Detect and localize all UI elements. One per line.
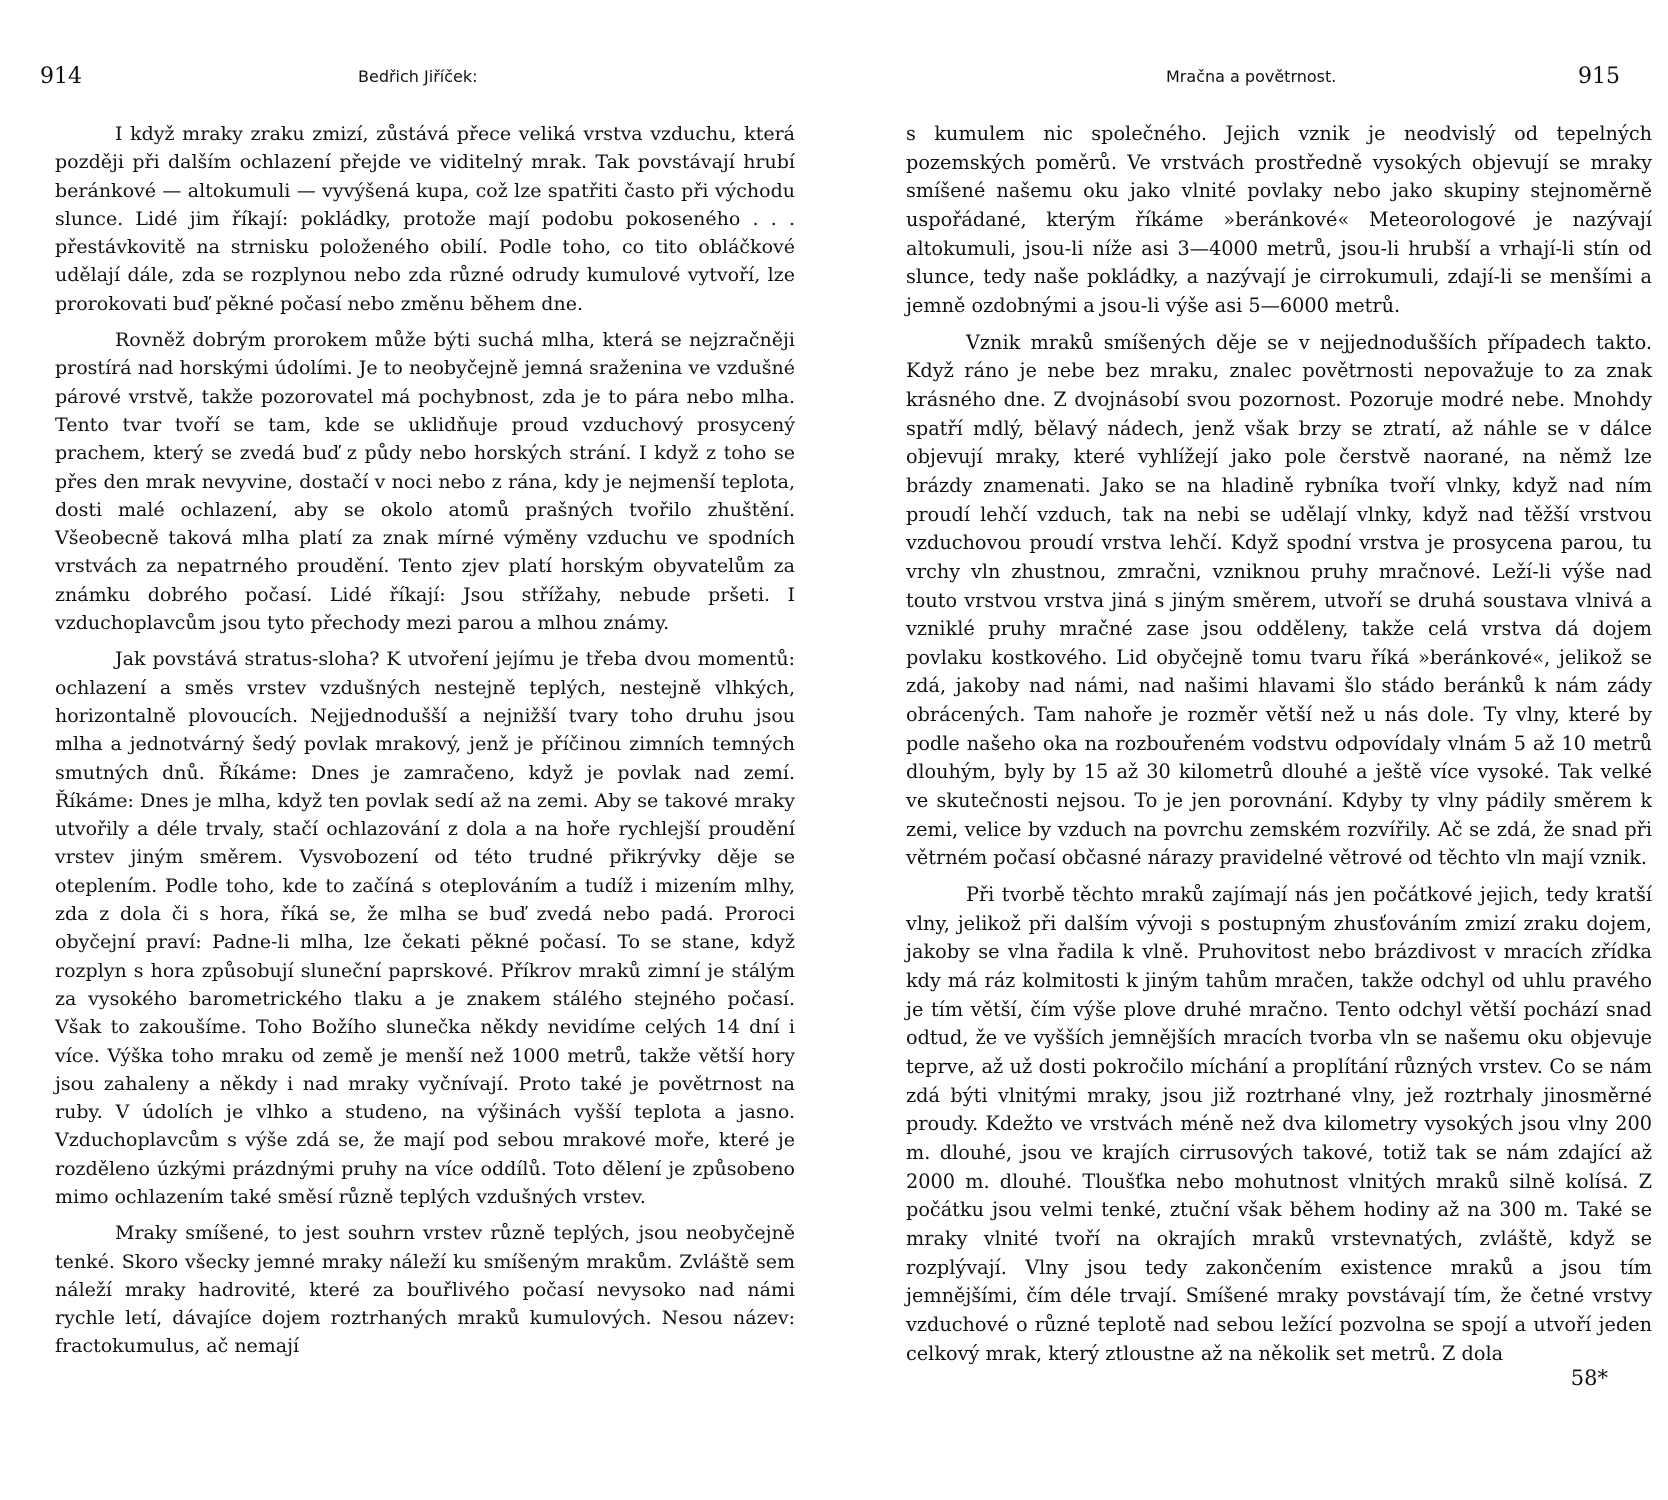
paragraph: Rovněž dobrým prorokem může býti suchá mlha, která se nejzračněji prostírá nad horskými údolími. Je to neobyčejně jemná sraženina ve vzdušné párové vrstvě, takže pozorovatel má pochybnost, zda je to pára nebo mlha. Tento tvar tvoří se tam, kde se uklidňuje proud vzduchový prosycený prachem, který se zvedá buď z půdy nebo horských strání. I když z toho se přes den mrak nevyvine, dostačí v noci nebo z rána, kdy je nejmenší teplota, dosti malé ochlazení, aby se okolo atomů prašných tvořilo zhuštění. Všeobecně taková mlha platí za znak mírné výměny vzduchu ve spodních vrstvách za nepatrného proudění. Tento zjev platí horským obyvatelům za známku dobrého počasí. Lidé říkají: Jsou střížahy, nebude pršeti. I vzduchoplavcům jsou tyto přechody mezi parou a mlhou známy. <box>55 329 795 635</box>
paragraph: s kumulem nic společného. Jejich vznik je neodvislý od tepelných pozemských poměrů. Ve vrstvách prostředně vysokých objevují se mraky smíšené našemu oku jako vlnité povlaky nebo jako skupiny stejnoměrně uspořádané, kterým říkáme »beránkové« Meteorologové je nazývají altokumuli, jsou-li níže asi 3—4000 metrů, jsou-li hrubší a vrhají-li stín od slunce, tedy naše pokládky, a nazývají je cirrokumuli, zdají-li se menšími a jemně ozdobnými a jsou-li výše asi 5—6000 metrů. <box>906 122 1652 317</box>
text-column-left <box>55 120 795 1361</box>
page-number-right: 915 <box>1578 64 1620 89</box>
paragraph: Při tvorbě těchto mraků zajímají nás jen počátkové jejich, tedy kratší vlny, jelikož při dalším vývoji s postupným zhusťováním zmizí zraku dojem, jakoby se vlna řadila k vlně. Pruhovitost nebo brázdivost v mracích zřídka kdy má ráz kolmitosti k jiným tahům mračen, takže odchyl od uhlu pravého je tím větší, čím výše plove druhé mračno. Tento odchyl větší pochází snad odtud, že ve vyšších jemnějších mracích tvorba vln se našemu oku objevuje teprve, až už dosti pokročilo míchání a proplítání různých vrstev. Co se nám zdá býti vlnitými mraky, jsou již roztrhané vlny, jež roztrhaly jinosměrné proudy. Kdežto ve vrstvách méně než dva kilometry vysokých jsou vlny 200 m. dlouhé, jsou ve krajích cirrusových takové, totiž tak se nám zdající až 2000 m. dlouhé. Tloušťka nebo mohutnost vlnitých mraků silně kolísá. Z počátku jsou velmi tenké, ztuční však během hodiny až na 300 m. Také se mraky vlnité tvoří na okrajích mraků vrstevnatých, zvláště, když se rozplývají. Vlny jsou tedy zakončením existence mraků a jsou tím jemnějšími, čím déle trvají. Smíšené mraky povstávají tím, že četné vrstvy vzduchové o různé teplotě nad sebou ležící pozvolna se spojí a utvoří jeden celkový mrak, který ztloustne až na několik set metrů. Z dola <box>906 883 1652 1365</box>
right-page <box>834 0 1668 1500</box>
text-column-right <box>906 120 1652 1368</box>
running-head-right: Mračna a povětrnost. <box>1166 67 1337 86</box>
paragraph: Jak povstává stratus-sloha? K utvoření jejímu je třeba dvou momentů: ochlazení a směs vrstev vzdušných nestejně teplých, nestejně vlhkých, horizontalně plovoucích. Nejjednodušší a nejnižší tvary toho druhu jsou mlha a jednotvárný šedý povlak mrakový, jenž je příčinou zimních temných smutných dnů. Říkáme: Dnes je zamračeno, když je povlak nad zemí. Říkáme: Dnes je mlha, když ten povlak sedí až na zemi. Aby se takové mraky utvořily a déle trvaly, stačí ochlazování z dola a na hoře rychlejší proudění vrstev jiným směrem. Vysvobození od této trudné přikrývky děje se oteplením. Podle toho, kde to začíná s oteplováním a tudíž i mizením mlhy, zda z dola či s hora, říká se, že mlha se buď zvedá nebo padá. Proroci obyčejní praví: Padne-li mlha, lze čekati pěkné počasí. To se stane, když rozplyn s hora způsobují sluneční paprskové. Příkrov mraků zimní je stálým za vysokého barometrického tlaku a je znakem stálého stejného počasí. Však to zakoušíme. Toho Božího slunečka někdy nevidíme celých 14 dní i více. Výška toho mraku od země je menší než 1000 metrů, takže větší hory jsou zahaleny a někdy i nad mraky vyčnívají. Proto také je povětrnost na ruby. V údolích je vlhko a studeno, na výšinách vyšší teplota a jasno. Vzduchoplavcům s výše zdá se, že mají pod sebou mrakové moře, které je rozděleno úzkými prázdnými pruhy na více oddílů. Toto dělení je způsobeno mimo ochlazením také směsí různě teplých vzdušných vrstev. <box>55 648 795 1208</box>
paragraph: I když mraky zraku zmizí, zůstává přece veliká vrstva vzduchu, která později při dalším ochlazení přejde ve viditelný mrak. Tak povstávají hrubí beránkové — altokumuli — vyvýšená kupa, což lze spatřiti často při východu slunce. Lidé jim říkají: pokládky, protože mají podobu pokoseného . . . přestávkovitě na strnisku položeného obilí. Podle toho, co tito obláčkové udělají dále, zda se rozplynou nebo zda různé odrudy kumulové vytvoří, lze prorokovati buď pěkné počasí nebo změnu během dne. <box>55 123 795 315</box>
signature-mark: 58* <box>1570 1366 1608 1390</box>
paragraph: Vznik mraků smíšených děje se v nejjednodušších případech takto. Když ráno je nebe bez mraku, znalec povětrnosti nepovažuje to za znak krásného dne. Z dvojnásobí svou pozornost. Pozoruje modré nebe. Mnohdy spatří mdlý, bělavý nádech, jenž však brzy se ztratí, až náhle se v dálce objevují mraky, které vyhlížejí jako pole čerstvě naorané, na němž lze brázdy znamenati. Jako se na hladině rybníka tvoří vlnky, když nad ním proudí lehčí vzduch, tak na nebi se udělají vlnky, když nad těžší vrstvou vzduchovou proudí vrstva lehčí. Když spodní vrstva je prosycena parou, tu vrchy vln zhustnou, zmračni, vzniknou pruhy mračnové. Leží-li výše nad touto vrstvou vrstva jiná s jiným směrem, utvoří se druhá soustava vlnivá a vzniklé pruhy mračné zase jsou odděleny, takže celá vrstva dá dojem povlaku kostkového. Lid obyčejně tomu tvaru říká »beránkové«, jelikož se zdá, jakoby nad námi, nad našimi hlavami šlo stádo beránků k nám zády obrácených. Tam nahoře je rozměr větší než u nás dole. Ty vlny, které by podle našeho oka na rozbouřeném vodstvu odpovídaly vlnám 5 až 10 metrů dlouhým, byly by 15 až 30 kilometrů dlouhé a ještě více vysoké. Tak velké ve skutečnosti nejsou. To je jen porovnání. Kdyby ty vlny pádily směrem k zemi, velice by vzduch na povrchu zemském rozvířily. Ač se zdá, že snad při větrném počasí občasné nárazy pravidelné větrové od těchto vln mají vznik. <box>906 330 1652 870</box>
paragraph: Mraky smíšené, to jest souhrn vrstev různě teplých, jsou neobyčejně tenké. Skoro všecky jemné mraky náleží ku smíšeným mrakům. Zvláště sem náleží mraky hadrovité, které za bouřlivého počasí nevysoko nad námi rychle letí, dávajíce dojem roztrhaných mraků kumulových. Nesou název: fractokumulus, ač nemají <box>55 1222 795 1358</box>
page-number-left: 914 <box>40 64 82 89</box>
running-head-left: Bedřich Jiříček: <box>358 67 478 86</box>
